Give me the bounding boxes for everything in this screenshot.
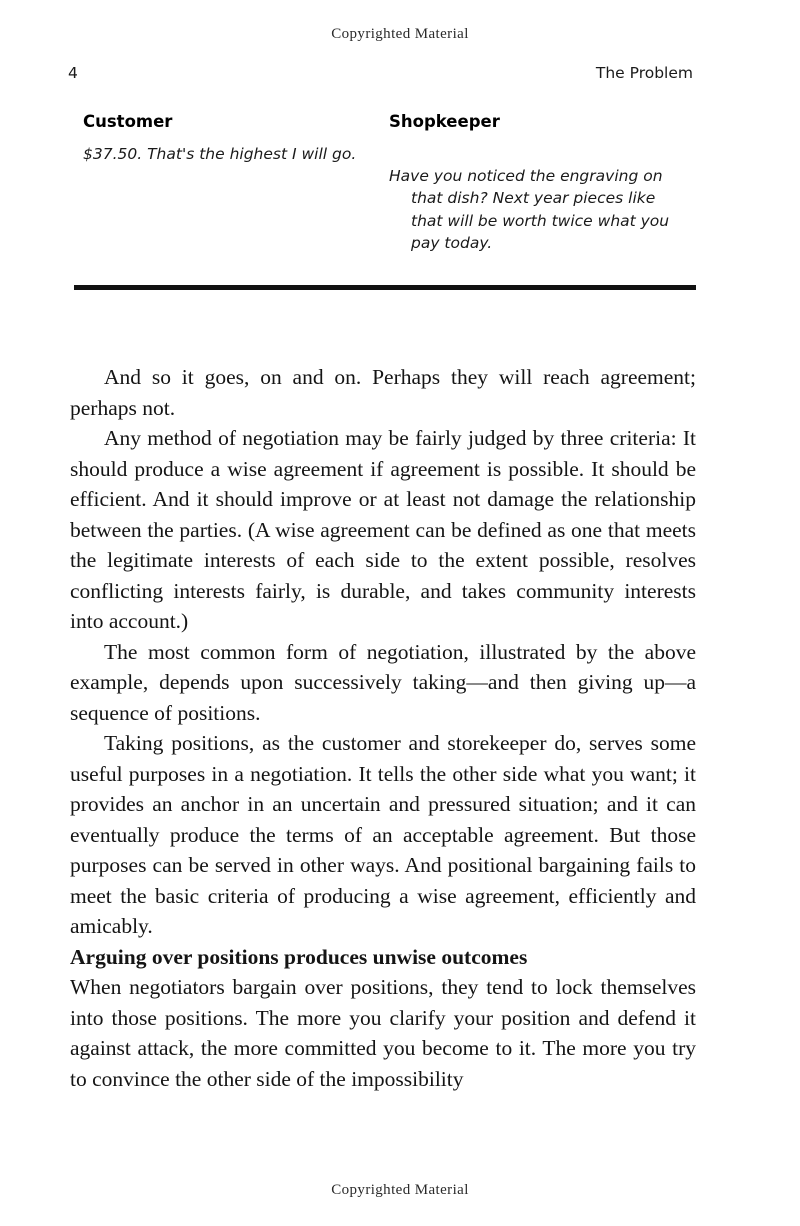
paragraph-3: The most common form of negotiation, illustrated by the above example, depends upon successively taking—and then giving up—a sequence of positions. [70, 639, 696, 725]
paragraph-5: When negotiators bargain over positions, they tend to lock themselves into those positions. The more you clarify your position and defend it against attack, the more committed you become to it. The more you try to convince the other side of the impossibility [70, 975, 696, 1091]
page-number: 4 [68, 64, 78, 82]
running-head [68, 64, 693, 86]
section-heading: Arguing over positions produces unwise outcomes [70, 944, 528, 969]
paragraph-4: Taking positions, as the customer and storekeeper do, serves some useful purposes in a negotiation. It tells the other side what you want; it provides an anchor in an uncertain and pressured situation; and it can eventually produce the terms of an acceptable agreement. But those purposes can be served in other ways. And positional bargaining fails to meet the basic criteria of producing a wise agreement, efficiently and amicably. [70, 731, 696, 938]
customer-column [83, 112, 389, 255]
shopkeeper-column-header: Shopkeeper [389, 112, 500, 131]
horizontal-rule [74, 285, 696, 290]
customer-speech: $37.50. That's the highest I will go. [83, 145, 357, 163]
paragraph-1: And so it goes, on and on. Perhaps they will reach agreement; perhaps not. [70, 365, 696, 420]
shopkeeper-speech: Have you noticed the engraving on that dish? Next year pieces like that will be worth twice what you pay today. [389, 167, 670, 253]
chapter-title: The Problem [595, 64, 693, 82]
paragraph-2: Any method of negotiation may be fairly judged by three criteria: It should produce a wise agreement if agreement is possible. It should be efficient. And it should improve or at least not damage the relationship between the parties. (A wise agreement can be defined as one that meets the legitimate interests of each side to the extent possible, resolves conflicting interests fairly, is durable, and takes community interests into account.) [70, 426, 696, 633]
customer-column-header: Customer [83, 112, 173, 131]
copyright-watermark-top: Copyrighted Material [331, 26, 469, 42]
body-text [70, 362, 696, 1094]
shopkeeper-column [389, 112, 695, 255]
copyright-watermark-bottom: Copyrighted Material [331, 1182, 469, 1198]
dialogue-table [83, 112, 695, 255]
dialogue-header-row [83, 112, 695, 255]
